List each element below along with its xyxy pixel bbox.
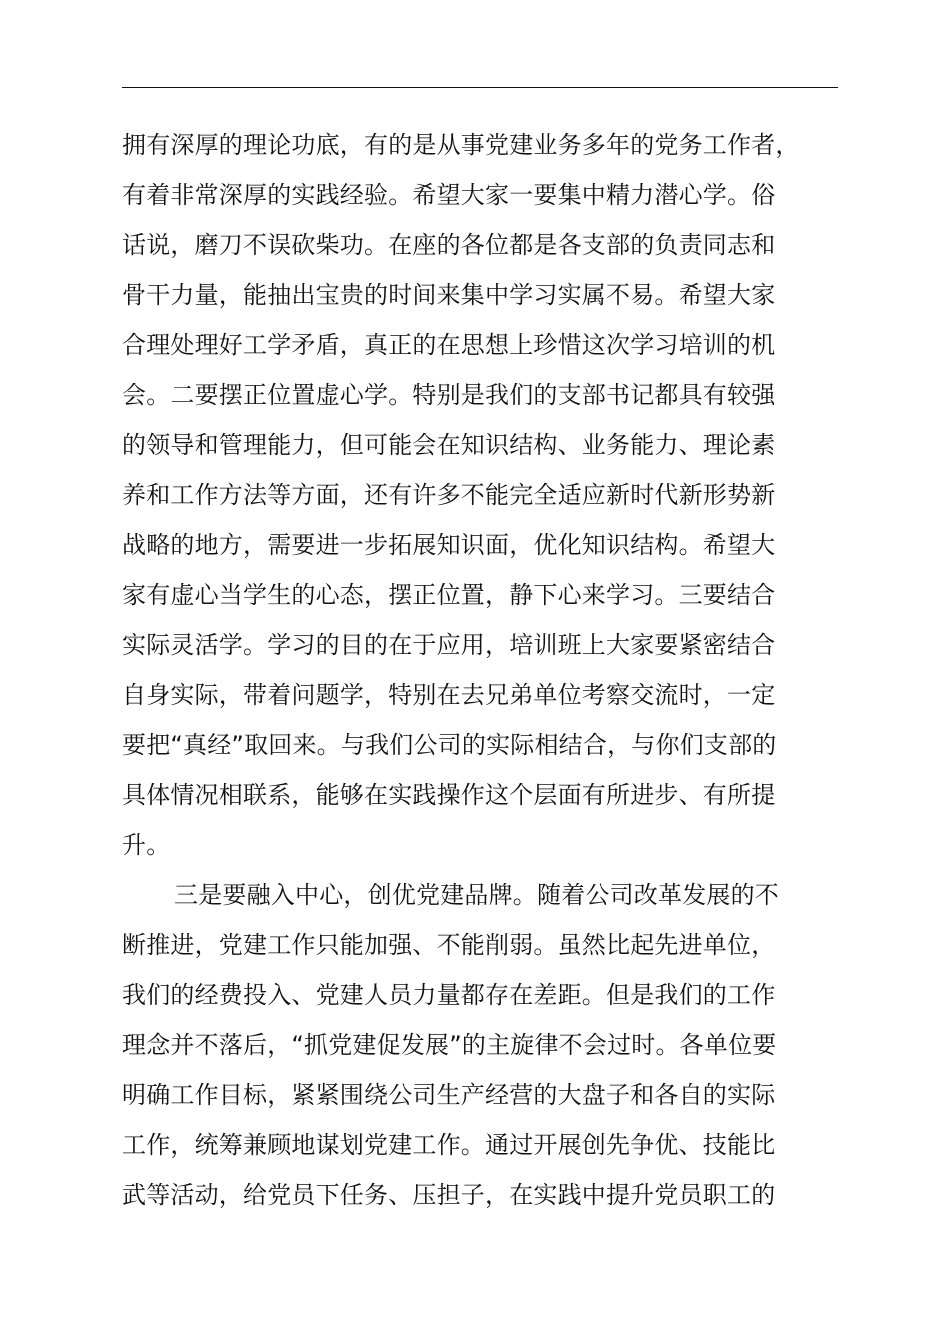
text-line: 升。 [122, 831, 171, 859]
paragraph-2 [122, 874, 862, 1224]
text-line: 具体情况相联系，能够在实践操作这个层面有所进步、有所提 [122, 781, 776, 809]
text-line: 的领导和管理能力，但可能会在知识结构、业务能力、理论素 [122, 431, 776, 459]
text-line: 实际灵活学。学习的目的在于应用，培训班上大家要紧密结合 [122, 631, 776, 659]
text-line-indented: 三是要融入中心，创优党建品牌。随着公司改革发展的不 [174, 881, 779, 909]
text-line: 话说，磨刀不误砍柴功。在座的各位都是各支部的负责同志和 [122, 231, 776, 259]
text-line: 战略的地方，需要进一步拓展知识面，优化知识结构。希望大 [122, 531, 776, 559]
text-line: 要把“真经”取回来。与我们公司的实际相结合，与你们支部的 [122, 731, 777, 759]
header-rule [122, 87, 838, 88]
text-line: 自身实际，带着问题学，特别在去兄弟单位考察交流时，一定 [122, 681, 776, 709]
body-text [122, 124, 862, 1224]
text-line: 骨干力量，能抽出宝贵的时间来集中学习实属不易。希望大家 [122, 281, 776, 309]
paragraph-1 [122, 124, 862, 874]
text-line: 拥有深厚的理论功底，有的是从事党建业务多年的党务工作者， [122, 131, 800, 159]
text-line: 理念并不落后，“抓党建促发展”的主旋律不会过时。各单位要 [122, 1031, 777, 1059]
text-line: 有着非常深厚的实践经验。希望大家一要集中精力潜心学。俗 [122, 181, 776, 209]
text-line: 工作，统筹兼顾地谋划党建工作。通过开展创先争优、技能比 [122, 1131, 776, 1159]
text-line: 养和工作方法等方面，还有许多不能完全适应新时代新形势新 [122, 481, 776, 509]
text-line: 合理处理好工学矛盾，真正的在思想上珍惜这次学习培训的机 [122, 331, 776, 359]
text-line: 会。二要摆正位置虚心学。特别是我们的支部书记都具有较强 [122, 381, 776, 409]
text-line: 武等活动，给党员下任务、压担子，在实践中提升党员职工的 [122, 1181, 776, 1209]
text-line: 家有虚心当学生的心态，摆正位置，静下心来学习。三要结合 [122, 581, 776, 609]
text-line: 我们的经费投入、党建人员力量都存在差距。但是我们的工作 [122, 981, 776, 1009]
text-line: 明确工作目标，紧紧围绕公司生产经营的大盘子和各自的实际 [122, 1081, 776, 1109]
text-line: 断推进，党建工作只能加强、不能削弱。虽然比起先进单位， [122, 931, 776, 959]
